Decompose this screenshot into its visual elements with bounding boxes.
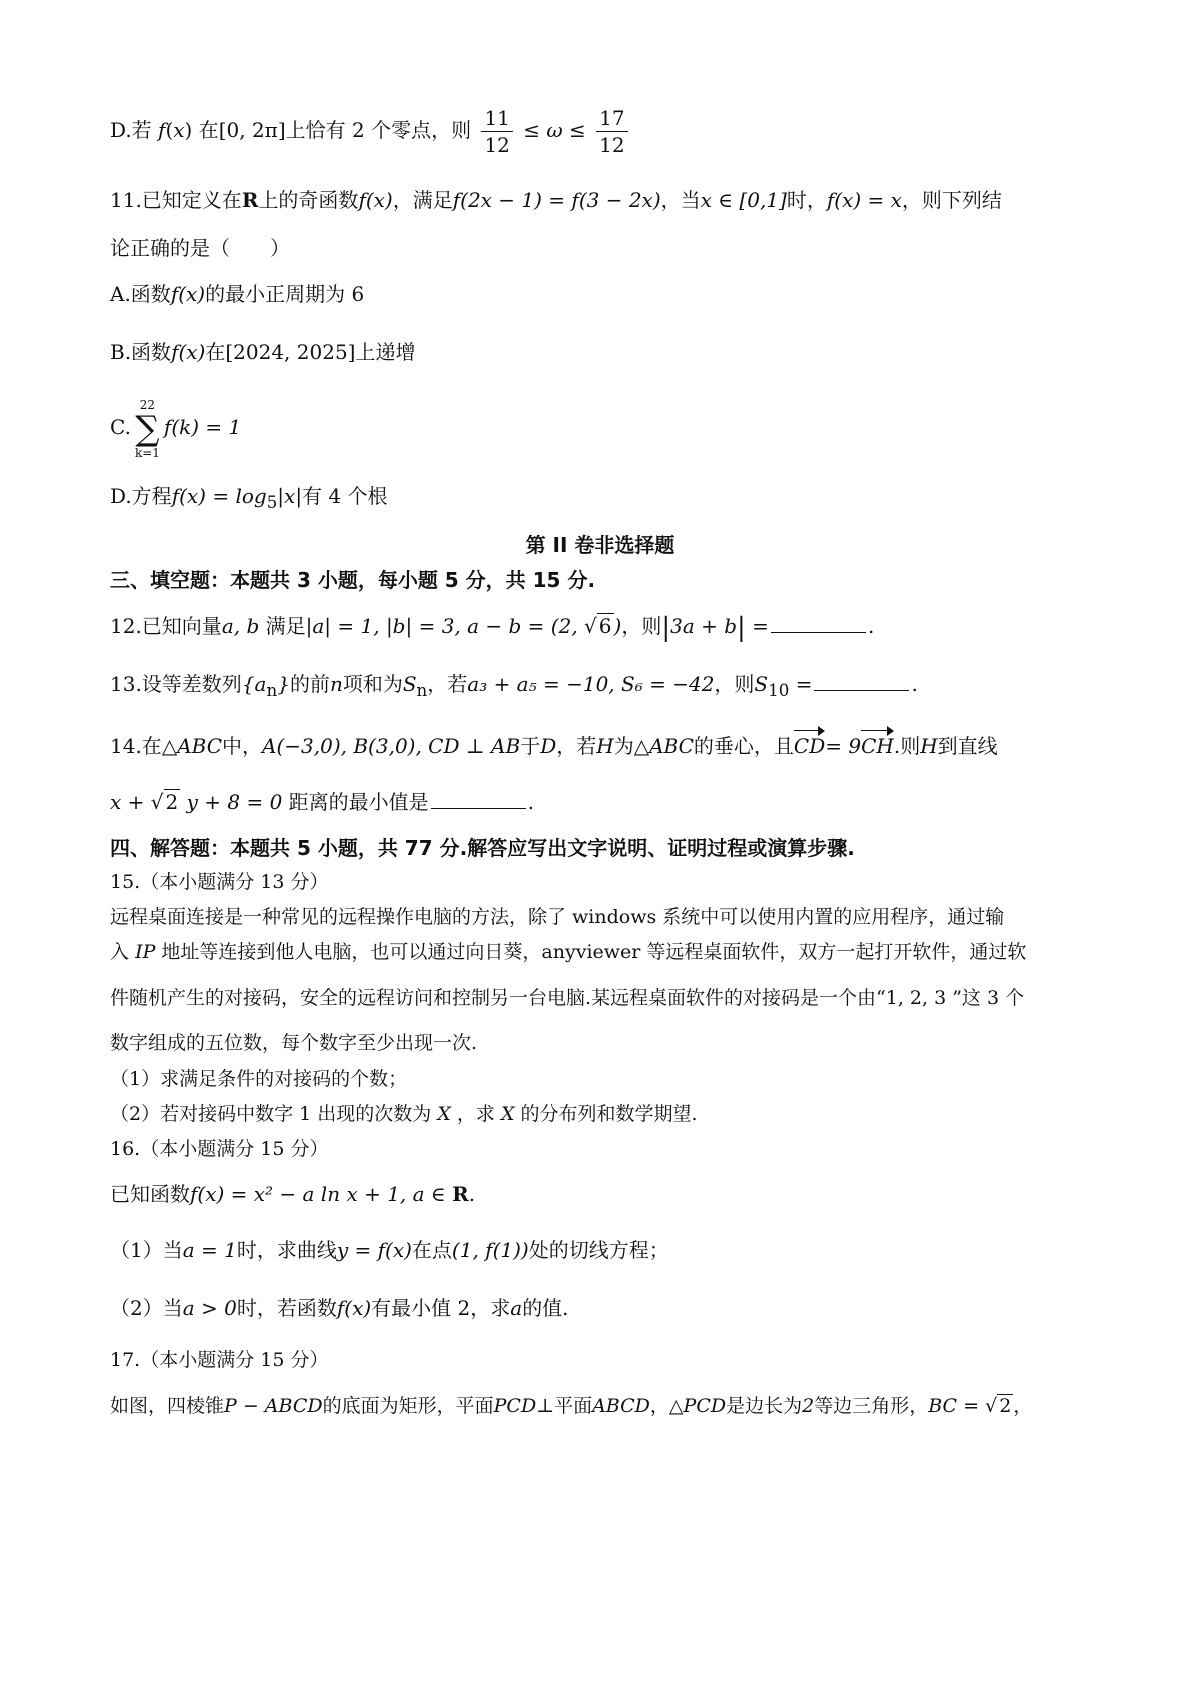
text: 12.已知向量 [110,614,222,638]
math: H [596,734,614,758]
math: PCD [683,1395,727,1417]
q15-para-line1: 远程桌面连接是一种常见的远程操作电脑的方法，除了 windows 系统中可以使用内置的应用程序，通过输 [110,906,1005,928]
target-expression: 3a + b [670,614,738,638]
subscript: n [266,681,278,700]
math: f(x) [358,188,393,212]
text: 地址等连接到他人电脑，也可以通过向日葵，anyviewer 等远程桌面软件，双方一起打开软件，通过软 [161,941,1027,963]
variable: x [173,118,185,142]
text: ，则 [714,672,755,696]
answer-blank[interactable] [771,614,866,633]
option-label: D.若 [110,118,152,142]
text: 11.已知定义在 [110,188,242,212]
perp-symbol: ⊥ [536,1395,555,1417]
math: A(−3,0), B(3,0), CD ⊥ AB [262,734,521,758]
q11-option-b [110,338,1100,366]
vector-ch: CH [861,728,894,760]
sum-upper-limit: 22 [139,397,156,412]
period: . [527,790,535,814]
text: 时， [786,188,827,212]
denominator: 12 [599,133,625,157]
math: x ∈ [0,1] [700,188,787,212]
option-label: A.函数 [110,282,171,306]
math: a = 1 [182,1238,237,1262]
text: （2）当 [110,1296,183,1320]
math: y = f(x) [336,1238,412,1262]
interval: [0, 2π] [218,118,286,142]
math: S [402,672,417,696]
math: n [329,672,343,696]
text: 的底面为矩形，平面 [322,1395,494,1417]
q15-para-line3: 件随机产生的对接码，安全的远程访问和控制另一台电脑.某远程桌面软件的对接码是一个由“1, 2, 3 ”这 3 个 [110,987,1025,1009]
triangle-symbol: △ [161,734,178,758]
math: f(x) = x² − a ln x + 1, a ∈ [190,1182,453,1206]
sqrt-radicand: 2 [999,1395,1012,1417]
math: D [540,734,557,758]
math: S [754,672,769,696]
text: ，则下列结 [901,188,1002,212]
vectors: a, b [221,614,260,638]
math: {a [241,672,267,696]
function-name: f [158,118,166,142]
text: 14.在 [110,734,162,758]
text: ，若 [556,734,597,758]
math: f(x) [171,340,206,364]
math: P − ABCD [224,1395,323,1417]
text: ， [1013,1395,1033,1417]
text: 有 4 个根 [302,484,388,508]
q16-sub1 [110,1236,1100,1264]
equals: = [795,672,813,696]
sum-lower-limit: k=1 [134,445,160,460]
text: （1）当 [110,1238,183,1262]
text: 如图，四棱锥 [110,1395,225,1417]
q14-line1 [110,728,1100,760]
text: 上恰有 2 个零点，则 [285,118,472,142]
text: 等边三角形， [814,1395,929,1417]
option-label: D.方程 [110,484,172,508]
q11-option-a [110,280,1100,308]
q16-heading: 16.（本小题满分 15 分） [110,1138,329,1160]
text: 满足 [265,614,306,638]
text: ， [649,1395,669,1417]
answer-blank[interactable] [814,672,909,691]
fraction-11-12 [481,105,512,158]
q12: 12.已知向量a, b 满足|a| = 1, |b| = 3, a − b = (2, √ 6 )，则|3a + b| = . [110,613,875,643]
math: ABC [177,734,223,758]
condition: a₃ + a₅ = −10, S₆ = −42 [467,672,715,696]
text: 时，若函数 [236,1296,337,1320]
q15-para-line4: 数字组成的五位数，每个数字至少出现一次. [110,1032,478,1054]
text: 中， [222,734,263,758]
math: f(x) [336,1296,372,1320]
answer-blank[interactable] [431,790,526,809]
text: 的值. [522,1296,569,1320]
text: 的前 [289,672,330,696]
sqrt-sign: √ [985,1395,998,1417]
text: 为 [613,734,634,758]
text: 是边长为 [726,1395,803,1417]
sqrt-sign: √ [150,790,164,814]
fraction-17-12 [596,105,627,158]
q15-sub2 [110,1100,1100,1128]
q15-heading: 15.（本小题满分 13 分） [110,871,329,893]
log-base: 5 [266,493,278,512]
summation [135,398,160,460]
math: f(x) [170,282,206,306]
part2-title: 第 II 卷非选择题 [525,533,675,557]
denominator: 12 [484,133,510,157]
sigma-symbol: ∑ [135,408,160,449]
text: ，则 [621,614,662,638]
q17-heading: 17.（本小题满分 15 分） [110,1349,329,1371]
option-label: B.函数 [110,340,172,364]
equals: = [752,614,769,638]
paren: ) [613,614,622,638]
text: 在 [198,118,219,142]
section4-title: 四、解答题：本题共 5 小题，共 77 分.解答应写出文字说明、证明过程或演算步骤. [110,836,855,860]
reals-symbol: R [241,188,259,212]
interval: [2024, 2025] [225,340,356,364]
q15-para-line2 [110,938,1100,966]
text: 平面 [554,1395,593,1417]
sqrt-radicand: 6 [598,614,612,638]
math: a > 0 [182,1296,237,1320]
math: X [500,1103,515,1125]
math: x + [110,790,151,814]
math: 2 [802,1395,815,1417]
numerator: 11 [481,105,512,132]
triangle-symbol: △ [633,734,650,758]
q11-stem-line2: 论正确的是（ ） [110,236,290,260]
text: 有最小值 2，求 [371,1296,511,1320]
text: 已知函数 [110,1182,190,1206]
math: = 9 [825,734,862,758]
sqrt-radicand: 2 [165,790,179,814]
text: 13.设等差数列 [110,672,242,696]
q11-option-d [110,482,1100,517]
q10-option-d: D.若 f(x) 在[0, 2π]上恰有 2 个零点，则 $\frac{11}{12}$ ≤ ω ≤ $\frac{17}{12}$ [110,100,1100,160]
text: 入 [110,941,130,963]
numerator: 17 [596,105,627,132]
text: 于 [520,734,541,758]
q11-option-c [110,396,1100,460]
text: ，满足 [392,188,453,212]
math: IP [135,941,156,963]
section3-title: 三、填空题：本题共 3 小题，每小题 5 分，共 15 分. [110,568,596,592]
sqrt-sign: √ [584,614,597,638]
text: （2）若对接码中数字 1 出现的次数为 [110,1103,432,1125]
q11-stem-line1 [110,186,1100,214]
math: f(2x − 1) = f(3 − 2x) [452,188,661,212]
text: 的垂心，且 [693,734,794,758]
option-label: C. [110,415,131,439]
text: 时，求曲线 [236,1238,337,1262]
math: (1, f(1)) [451,1238,529,1262]
math: f(x) = log [171,484,267,508]
vector-cd: CD [794,728,825,760]
period: . [911,672,918,696]
math: ABCD [592,1395,650,1417]
text: 的分布列和数学期望. [520,1103,698,1125]
math: BC = [928,1395,986,1417]
q16-sub2 [110,1294,1100,1322]
text: 在 [205,340,226,364]
math: y + 8 = 0 [180,790,283,814]
condition: |a| = 1, |b| = 3, a − b = (2, [305,614,585,638]
math: a [510,1296,523,1320]
triangle-symbol: △ [668,1395,684,1417]
text: ，当 [660,188,701,212]
math: PCD [493,1395,537,1417]
q14-line2 [110,788,1100,816]
math: X [437,1103,451,1125]
math: } [277,672,290,696]
math: ABC [649,734,694,758]
q13 [110,670,1100,705]
text: 距离的最小值是 [288,790,429,814]
math: H [920,734,938,758]
text: 项和为 [342,672,403,696]
math: |x| [277,484,303,508]
math: f(x) = x [826,188,902,212]
text: 上递增 [355,340,416,364]
math: f(k) = 1 [163,415,242,439]
text: ，求 [456,1103,495,1125]
relation: ≤ ω ≤ [523,118,586,142]
text: 到直线 [937,734,998,758]
q17-stem [110,1392,1100,1420]
q15-sub1: （1）求满足条件的对接码的个数； [110,1068,408,1090]
q16-stem [110,1180,1100,1208]
reals-symbol: R [452,1182,469,1206]
subscript: 10 [768,681,790,700]
text: ，若 [427,672,468,696]
text: 处的切线方程； [528,1238,669,1262]
period: . [468,1182,476,1206]
text: 的最小正周期为 6 [205,282,365,306]
period: . [867,614,875,638]
text: 上的奇函数 [258,188,359,212]
text: 在点 [411,1238,452,1262]
subscript: n [416,681,428,700]
text: .则 [893,734,921,758]
